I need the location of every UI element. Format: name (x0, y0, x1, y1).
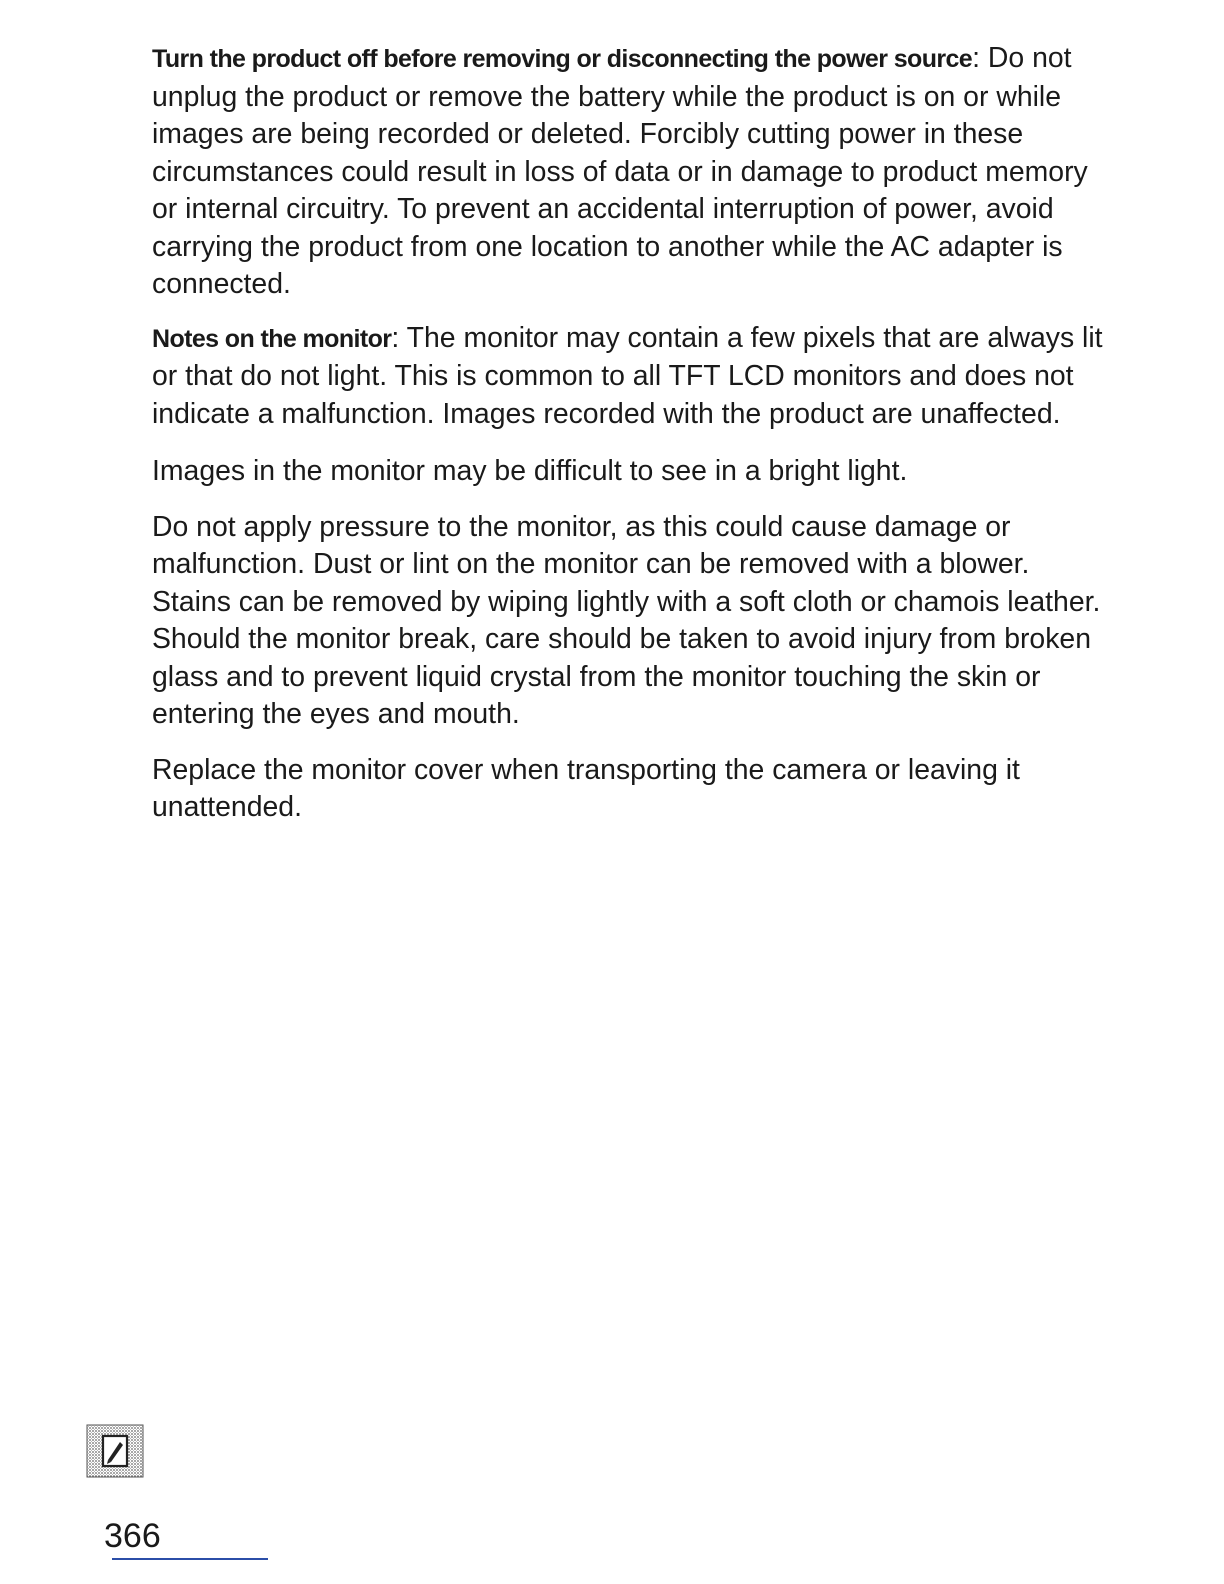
page-number-rule (112, 1558, 268, 1560)
text-monitor-cover: Replace the monitor cover when transporting the camera or leaving it unattended. (152, 753, 1020, 823)
paragraph-monitor-cover (152, 752, 1112, 827)
paragraph-notes-monitor (152, 320, 1112, 434)
text-power-source: : Do not unplug the product or remove the battery while the product is on or while images are being recorded or deleted. Forcibly cutting power in these circumstances could result in loss of data or in damage to product memory or internal circuitry. To prevent an accidental interruption of power, avoid carrying the product from one location to another while the AC adapter is connected. (152, 42, 1088, 300)
paragraph-monitor-pressure (152, 509, 1112, 734)
text-bright-light: Images in the monitor may be difficult to see in a bright light. (152, 455, 908, 487)
text-notes-monitor: : The monitor may contain a few pixels that are always lit or that do not light. This is common to all TFT LCD monitors and does not indicate a malfunction. Images recorded with the product are unaffected. (152, 321, 1103, 430)
paragraph-power-source (152, 40, 1112, 304)
lead-notes-monitor: Notes on the monitor (152, 324, 392, 353)
lead-power-source: Turn the product off before removing or disconnecting the power source (152, 45, 973, 73)
text-monitor-pressure: Do not apply pressure to the monitor, as this could cause damage or malfunction. Dust or lint on the monitor can be removed with a blower. Stains can be removed by wiping lightly with a soft cloth or chamois leather. Should the monitor break, care should be taken to avoid injury from broken glass and to prevent liquid crystal from the monitor touching the skin or entering the eyes and mouth. (152, 510, 1101, 730)
page-number: 366 (104, 1517, 161, 1555)
document-body (152, 40, 1112, 845)
paragraph-bright-light (152, 453, 1112, 491)
technical-notes-icon (86, 1424, 144, 1478)
